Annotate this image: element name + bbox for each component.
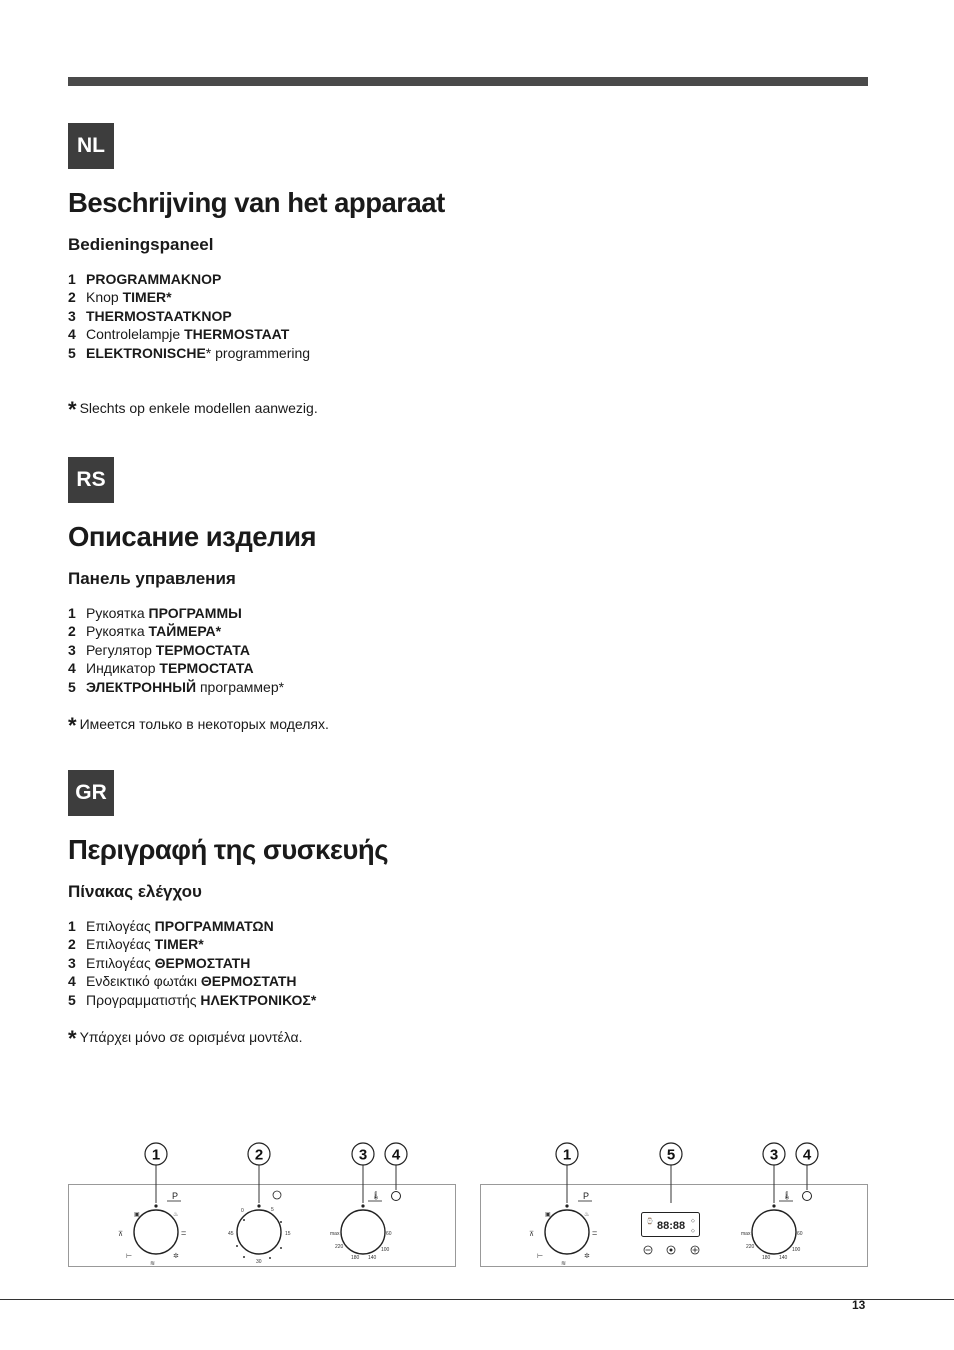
section-title: Beschrijving van het apparaat	[68, 187, 445, 218]
asterisk: *	[68, 1026, 77, 1051]
svg-text:⌚: ⌚	[646, 1219, 654, 1225]
svg-text:220: 220	[335, 1244, 344, 1250]
svg-text:220: 220	[746, 1244, 755, 1250]
svg-text:4: 4	[391, 1146, 401, 1164]
list-item: 5 Προγραμματιστής ΗΛΕΚΤΡΟΝΙΚΟΣ*	[68, 991, 317, 1008]
svg-text:140: 140	[368, 1255, 377, 1261]
svg-text:◇: ◇	[691, 1228, 695, 1234]
svg-text:=: =	[592, 1228, 598, 1238]
list-item: 5 ЭЛЕКТРОННЫЙ программер*	[68, 678, 285, 695]
callout-3	[763, 1143, 785, 1165]
thermostat-indicator-light	[392, 1192, 401, 1201]
asterisk: *	[68, 713, 77, 738]
svg-text:✲: ✲	[173, 1253, 179, 1260]
callout-1	[556, 1143, 578, 1165]
callout-1	[145, 1143, 167, 1165]
callout-4	[385, 1143, 407, 1165]
svg-text:180: 180	[762, 1255, 771, 1261]
footer-rule	[0, 1299, 954, 1300]
svg-text:P: P	[172, 1191, 179, 1201]
list-item: 1 PROGRAMMAKNOP	[68, 271, 222, 287]
callout-2	[248, 1143, 270, 1165]
svg-text:180: 180	[351, 1255, 360, 1261]
svg-text:15: 15	[285, 1231, 291, 1237]
svg-text:✲: ✲	[584, 1253, 590, 1260]
svg-text:140: 140	[779, 1255, 788, 1261]
svg-text:4: 4	[802, 1146, 812, 1164]
language-badge: GR	[68, 770, 114, 816]
svg-text:30: 30	[256, 1259, 262, 1265]
svg-text:♨: ♨	[584, 1212, 590, 1218]
section-subtitle: Панель управления	[68, 569, 236, 588]
svg-text:max: max	[330, 1231, 340, 1237]
page-number: 13	[852, 1298, 866, 1312]
svg-text:5: 5	[271, 1207, 274, 1213]
svg-text:▣: ▣	[545, 1212, 551, 1218]
svg-text:100: 100	[792, 1247, 801, 1253]
callout-5	[660, 1143, 682, 1165]
list-item: 1 Рукоятка ПРОГРАММЫ	[68, 605, 242, 621]
svg-text:60: 60	[797, 1231, 803, 1237]
list-item: 2 Επιλογέας TIMER*	[68, 936, 204, 953]
footnote: * Slechts op enkele modellen aanwezig.	[68, 397, 318, 422]
svg-text:3: 3	[358, 1146, 368, 1164]
svg-text:⊢: ⊢	[537, 1253, 544, 1260]
svg-text:P: P	[583, 1191, 590, 1201]
list-item: 4 Индикатор ТЕРМОСТАТА	[68, 660, 254, 677]
svg-text:5: 5	[666, 1146, 676, 1164]
list-item: 3 Регулятор ТЕРМОСТАТА	[68, 641, 251, 658]
svg-text:45: 45	[228, 1231, 234, 1237]
svg-text:⊼: ⊼	[118, 1231, 124, 1238]
svg-text:🌡: 🌡	[371, 1191, 382, 1200]
list-item: 2 Knop TIMER*	[68, 289, 172, 306]
callout-4	[796, 1143, 818, 1165]
list-item: 1 Επιλογέας ΠΡΟΓΡΑΜΜΑΤΩΝ	[68, 918, 274, 934]
list-item: 4 Ενδεικτικό φωτάκι ΘΕΡΜΟΣΤΑΤΗ	[68, 973, 297, 990]
svg-text:1: 1	[151, 1146, 161, 1164]
svg-text:≋: ≋	[561, 1261, 567, 1267]
svg-text:1: 1	[562, 1146, 572, 1164]
language-badge: NL	[68, 123, 114, 169]
svg-text:=: =	[181, 1228, 187, 1238]
footnote: * Имеется только в некоторых моделях.	[68, 713, 329, 738]
svg-text:88:88: 88:88	[657, 1220, 686, 1232]
svg-text:⊢: ⊢	[126, 1253, 133, 1260]
svg-text:2: 2	[254, 1146, 264, 1164]
control-panel-left	[69, 1143, 456, 1267]
svg-text:♨: ♨	[173, 1212, 179, 1218]
svg-text:⊼: ⊼	[529, 1231, 535, 1238]
list-item: 3 THERMOSTAATKNOP	[68, 307, 232, 324]
asterisk: *	[68, 397, 77, 422]
section-subtitle: Πίνακας ελέγχου	[68, 882, 202, 901]
svg-text:0: 0	[241, 1208, 244, 1214]
list-item: 4 Controlelampje THERMOSTAAT	[68, 326, 290, 343]
svg-text:≋: ≋	[150, 1261, 156, 1267]
svg-text:100: 100	[381, 1247, 390, 1253]
svg-text:max: max	[741, 1231, 751, 1237]
svg-text:▣: ▣	[134, 1212, 140, 1218]
list-item: 3 Επιλογέας ΘΕΡΜΟΣΤΑΤΗ	[68, 954, 251, 971]
language-badge: RS	[68, 457, 114, 503]
list-item: 5 ELEKTRONISCHE* programmering	[68, 344, 311, 361]
callout-3	[352, 1143, 374, 1165]
footnote: * Υπάρχει μόνο σε ορισμένα μοντέλα.	[68, 1026, 303, 1051]
section-subtitle: Bedieningspaneel	[68, 235, 214, 254]
svg-text:🌡: 🌡	[782, 1191, 793, 1200]
list-item: 2 Рукоятка ТАЙМЕРА*	[68, 623, 222, 640]
svg-text:60: 60	[386, 1231, 392, 1237]
thermostat-indicator-light	[803, 1192, 812, 1201]
control-panel-right	[481, 1143, 868, 1267]
section-title: Описание изделия	[68, 521, 317, 552]
svg-text:3: 3	[769, 1146, 779, 1164]
section-title: Περιγραφή της συσκευής	[68, 834, 389, 865]
svg-text:◇: ◇	[691, 1218, 695, 1224]
